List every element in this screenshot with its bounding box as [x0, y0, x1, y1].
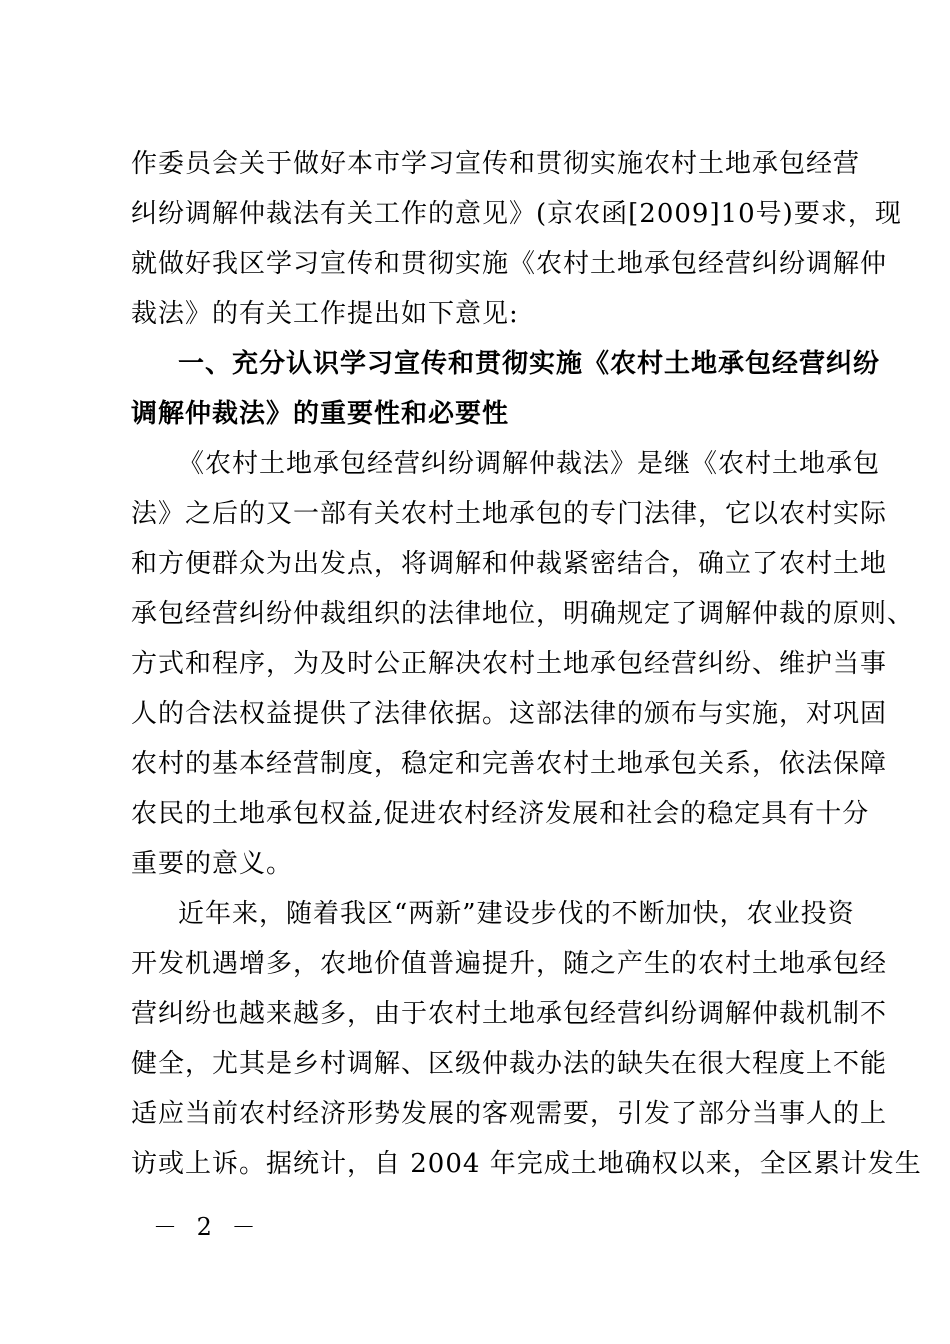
- body-line-2: 纠纷调解仲裁法有关工作的意见》(京农函[2009]10号)要求，现: [131, 199, 902, 229]
- body-line-21: 访或上诉。据统计，自 2004 年完成土地确权以来，全区累计发生: [131, 1149, 922, 1179]
- body-line-11: 方式和程序，为及时公正解决农村土地承包经营纠纷、维护当事: [131, 649, 888, 679]
- section-heading-line-1: 一、充分认识学习宣传和贯彻实施《农村土地承包经营纠纷: [178, 349, 881, 379]
- body-line-19: 健全，尤其是乡村调解、区级仲裁办法的缺失在很大程度上不能: [131, 1049, 888, 1079]
- body-line-14: 农民的土地承包权益,促进农村经济发展和社会的稳定具有十分: [131, 799, 870, 829]
- body-line-3: 就做好我区学习宣传和贯彻实施《农村土地承包经营纠纷调解仲: [131, 249, 888, 279]
- body-line-18: 营纠纷也越来越多，由于农村土地承包经营纠纷调解仲裁机制不: [131, 999, 888, 1029]
- body-line-16: 近年来，随着我区“两新”建设步伐的不断加快，农业投资: [178, 899, 855, 929]
- body-line-10: 承包经营纠纷仲裁组织的法律地位，明确规定了调解仲裁的原则、: [131, 599, 915, 629]
- section-heading-line-2: 调解仲裁法》的重要性和必要性: [131, 399, 510, 429]
- body-line-4: 裁法》的有关工作提出如下意见:: [131, 299, 519, 329]
- page-number: － 2 －: [153, 1213, 262, 1241]
- body-line-20: 适应当前农村经济形势发展的客观需要，引发了部分当事人的上: [131, 1099, 888, 1129]
- body-line-12: 人的合法权益提供了法律依据。这部法律的颁布与实施，对巩固: [131, 699, 888, 729]
- body-line-13: 农村的基本经营制度，稳定和完善农村土地承包关系，依法保障: [131, 749, 888, 779]
- body-line-8: 法》之后的又一部有关农村土地承包的专门法律，它以农村实际: [131, 499, 888, 529]
- body-line-7: 《农村土地承包经营纠纷调解仲裁法》是继《农村土地承包: [178, 449, 881, 479]
- body-line-1: 作委员会关于做好本市学习宣传和贯彻实施农村土地承包经营: [131, 149, 861, 179]
- body-line-9: 和方便群众为出发点，将调解和仲裁紧密结合，确立了农村土地: [131, 549, 888, 579]
- body-line-15: 重要的意义。: [131, 849, 294, 879]
- body-line-17: 开发机遇增多，农地价值普遍提升，随之产生的农村土地承包经: [131, 949, 888, 979]
